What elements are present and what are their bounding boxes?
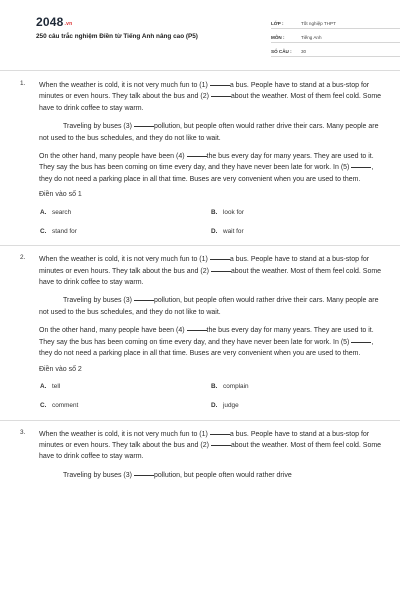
passage-text: a bus. People have to stand at a bus-stop for minutes or even hours. They talk about the bus and (2) bbox=[39, 82, 370, 101]
answer-blank bbox=[211, 445, 231, 446]
meta-subject bbox=[271, 29, 400, 43]
passage-text: about the weather. Most of them feel cold. Some have to drink coffee to stay warm. bbox=[39, 267, 382, 287]
answer-blank bbox=[210, 259, 230, 260]
passage-text: When the weather is cold, it is not very much fun to (1) bbox=[39, 256, 208, 264]
meta-value: Tốt nghiệp THPT bbox=[301, 21, 336, 26]
passage-text: Traveling by buses (3) bbox=[63, 297, 132, 305]
passage-text: the bus every day for many years. They are used to it. They say the bus has been coming on time every day, and they have never been late for work. In (5) bbox=[39, 153, 374, 172]
meta-grade bbox=[271, 15, 400, 29]
option-letter: B. bbox=[211, 383, 218, 390]
meta-value: 30 bbox=[301, 49, 307, 54]
question-divider bbox=[0, 420, 400, 421]
passage-paragraph bbox=[39, 295, 382, 318]
option-c[interactable] bbox=[40, 225, 211, 237]
answer-blank bbox=[134, 126, 154, 127]
option-letter: D. bbox=[211, 402, 218, 409]
header-divider bbox=[0, 70, 400, 71]
question-number: 2. bbox=[20, 254, 26, 262]
option-a[interactable] bbox=[40, 381, 211, 393]
answer-blank bbox=[210, 85, 230, 86]
question-number: 3. bbox=[20, 428, 26, 436]
passage-text: , they do not need a parking place in all that time. Buses are very convenient when you are used to them. bbox=[39, 338, 374, 358]
passage-paragraph bbox=[39, 80, 382, 114]
passage-text: On the other hand, many people have been (4) bbox=[39, 153, 185, 161]
passage-paragraph bbox=[39, 254, 382, 288]
option-letter: D. bbox=[211, 227, 218, 235]
passage-text: about the weather. Most of them feel cold. Some have to drink coffee to stay warm. bbox=[39, 93, 382, 112]
option-letter: C. bbox=[40, 402, 47, 409]
answer-blank bbox=[211, 271, 231, 272]
question-item bbox=[18, 80, 382, 246]
meta-key: LỚP : bbox=[271, 21, 284, 26]
option-letter: C. bbox=[40, 227, 47, 235]
answer-blank bbox=[187, 330, 207, 331]
option-b[interactable] bbox=[211, 206, 382, 218]
document-meta bbox=[271, 15, 400, 57]
meta-value: Tiếng Anh bbox=[301, 35, 322, 40]
answer-blank bbox=[351, 342, 371, 343]
option-a[interactable] bbox=[40, 206, 211, 218]
option-text: tell bbox=[52, 383, 61, 390]
question-item bbox=[18, 254, 382, 420]
passage-text: pollution, but people often would rather drive their cars. Many people are not used to the bus schedules, and they do not like to wait. bbox=[39, 297, 379, 316]
option-d[interactable] bbox=[211, 225, 382, 237]
option-d[interactable] bbox=[211, 400, 382, 412]
logo-text: 2048 bbox=[36, 15, 64, 29]
passage-paragraph bbox=[39, 325, 382, 359]
passage-text: a bus. People have to stand at a bus-stop for minutes or even hours. They talk about the bus and (2) bbox=[39, 256, 370, 275]
passage-paragraph bbox=[39, 151, 382, 185]
passage-text: Traveling by buses (3) bbox=[63, 471, 132, 479]
question-divider bbox=[0, 245, 400, 246]
option-text: stand for bbox=[52, 227, 77, 235]
passage-paragraph bbox=[39, 121, 382, 144]
passage-text: Traveling by buses (3) bbox=[63, 123, 132, 131]
option-text: look for bbox=[223, 208, 244, 216]
option-letter: A. bbox=[40, 383, 47, 390]
option-text: search bbox=[52, 208, 72, 216]
answer-blank bbox=[351, 167, 371, 168]
option-text: judge bbox=[223, 402, 239, 409]
passage-text: When the weather is cold, it is not very much fun to (1) bbox=[39, 82, 208, 89]
passage-paragraph bbox=[39, 429, 382, 463]
passage-text: a bus. People have to stand at a bus-stop for minutes or even hours. They talk about the bus and (2) bbox=[39, 430, 370, 449]
question-list bbox=[18, 80, 382, 488]
passage-text: the bus every day for many years. They are used to it. They say the bus has been coming on time every day, and they have never been late for work. In (5) bbox=[39, 327, 374, 346]
passage-text: When the weather is cold, it is not very much fun to (1) bbox=[39, 430, 208, 438]
document-title: 250 câu trắc nghiệm Điền từ Tiếng Anh nâng cao (P5) bbox=[36, 33, 198, 40]
answer-blank bbox=[134, 475, 154, 476]
option-text: comment bbox=[52, 402, 79, 409]
passage-text: , they do not need a parking place in all that time. Buses are very convenient when you are used to them. bbox=[39, 164, 374, 183]
option-letter: A. bbox=[40, 208, 47, 216]
passage-text: about the weather. Most of them feel cold. Some have to drink coffee to stay warm. bbox=[39, 441, 382, 461]
document-header bbox=[18, 0, 382, 68]
answer-options bbox=[39, 206, 382, 237]
option-letter: B. bbox=[211, 208, 218, 216]
meta-question-count bbox=[271, 43, 400, 57]
passage-text: pollution, but people often would rather drive bbox=[153, 471, 292, 479]
answer-blank bbox=[211, 96, 231, 97]
passage-text: On the other hand, many people have been (4) bbox=[39, 327, 185, 335]
answer-blank bbox=[210, 434, 230, 435]
question-number: 1. bbox=[20, 80, 26, 87]
site-logo[interactable] bbox=[36, 15, 72, 29]
option-c[interactable] bbox=[40, 400, 211, 412]
question-prompt: Điền vào số 1 bbox=[39, 191, 82, 199]
passage-text: pollution, but people often would rather drive their cars. Many people are not used to the bus schedules, and they do not like to wait. bbox=[39, 123, 379, 142]
passage-paragraph bbox=[39, 470, 382, 481]
answer-blank bbox=[134, 300, 154, 301]
meta-key: MÔN : bbox=[271, 35, 285, 40]
meta-key: SỐ CÂU : bbox=[271, 49, 292, 54]
logo-suffix: .vn bbox=[64, 21, 73, 27]
option-text: complain bbox=[223, 383, 249, 390]
option-b[interactable] bbox=[211, 381, 382, 393]
question-item bbox=[18, 429, 382, 482]
option-text: wait for bbox=[223, 227, 244, 235]
question-prompt: Điền vào số 2 bbox=[39, 365, 82, 373]
answer-options bbox=[39, 381, 382, 412]
answer-blank bbox=[187, 156, 207, 157]
